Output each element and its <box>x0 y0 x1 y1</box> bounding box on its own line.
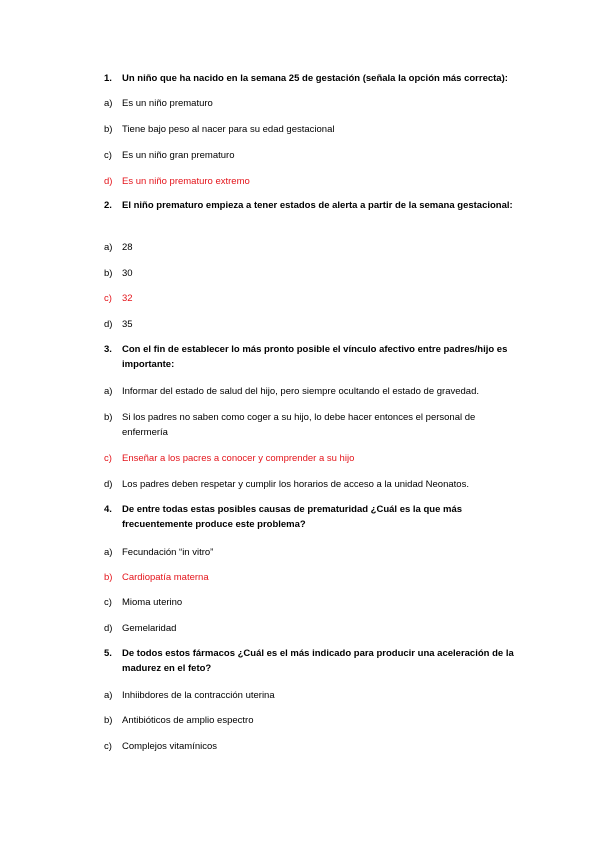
option-letter: c) <box>104 741 112 752</box>
option-text: Los padres deben respetar y cumplir los horarios de acceso a la unidad Neonatos. <box>122 479 469 490</box>
option-text: 30 <box>122 268 133 279</box>
option-text: Es un niño prematuro extremo <box>122 176 250 187</box>
option-letter: d) <box>104 479 113 490</box>
option-letter: c) <box>104 597 112 608</box>
option-text: Es un niño gran prematuro <box>122 150 235 161</box>
question-number: 4. <box>104 504 112 515</box>
option-letter: d) <box>104 176 113 187</box>
question-text: De entre todas estas posibles causas de prematuridad ¿Cuál es la que más frecuentemente produce este problema? <box>122 504 463 530</box>
option-letter: a) <box>104 98 113 109</box>
option-text: Fecundación “in vitro” <box>122 547 214 558</box>
question-number: 2. <box>104 200 112 211</box>
option-letter: b) <box>104 268 113 279</box>
option-letter: c) <box>104 150 112 161</box>
question-text: Un niño que ha nacido en la semana 25 de gestación (señala la opción más correcta): <box>122 73 508 84</box>
question-number: 5. <box>104 648 112 659</box>
option-letter: c) <box>104 293 112 304</box>
option-text: Gemelaridad <box>122 623 177 634</box>
option-text: Complejos vitamínicos <box>122 741 218 752</box>
option-text: Enseñar a los pacres a conocer y comprender a su hijo <box>122 453 355 464</box>
option-letter: b) <box>104 715 113 726</box>
question-text: Con el fin de establecer lo más pronto posible el vínculo afectivo entre padres/hijo es importante: <box>122 344 508 370</box>
option-text: Antibióticos de amplio espectro <box>122 715 254 726</box>
option-letter: c) <box>104 453 112 464</box>
option-letter: a) <box>104 690 113 701</box>
option-text: Si los padres no saben como coger a su hijo, lo debe hacer entonces el personal de enfermería <box>122 412 476 438</box>
option-letter: b) <box>104 412 113 423</box>
question-text: De todos estos fármacos ¿Cuál es el más indicado para producir una aceleración de la madurez en el feto? <box>122 648 514 674</box>
option-letter: a) <box>104 386 113 397</box>
option-letter: b) <box>104 124 113 135</box>
option-letter: b) <box>104 572 113 583</box>
option-text: 35 <box>122 319 133 330</box>
option-letter: d) <box>104 623 113 634</box>
option-text: Inhiibdores de la contracción uterina <box>122 690 275 701</box>
option-text: 28 <box>122 242 133 253</box>
question-number: 1. <box>104 73 112 84</box>
question-number: 3. <box>104 344 112 355</box>
option-text: 32 <box>122 293 133 304</box>
option-letter: d) <box>104 319 113 330</box>
option-text: Tiene bajo peso al nacer para su edad gestacional <box>122 124 335 135</box>
option-letter: a) <box>104 547 113 558</box>
question-text: El niño prematuro empieza a tener estados de alerta a partir de la semana gestacional: <box>122 200 513 211</box>
option-text: Es un niño prematuro <box>122 98 213 109</box>
option-text: Mioma uterino <box>122 597 183 608</box>
option-text: Informar del estado de salud del hijo, pero siempre ocultando el estado de gravedad. <box>122 386 480 397</box>
option-letter: a) <box>104 242 113 253</box>
option-text: Cardiopatía materna <box>122 572 209 583</box>
